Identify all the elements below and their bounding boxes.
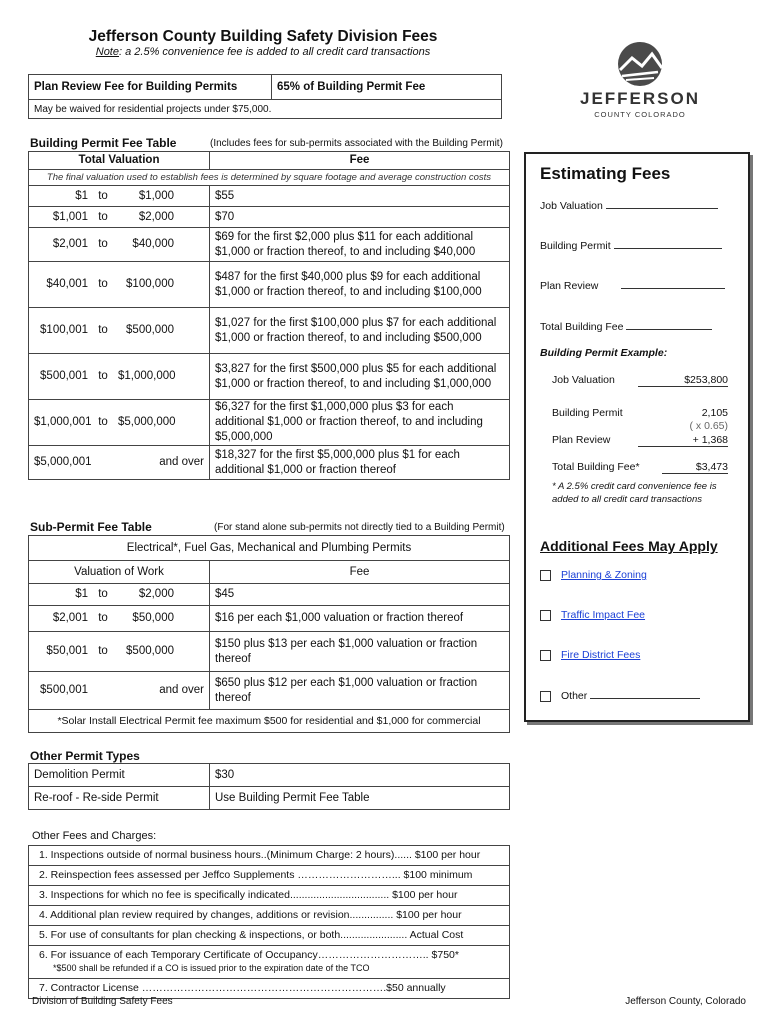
valuation-range: [29, 228, 210, 262]
job-valuation-line[interactable]: [606, 208, 718, 209]
table-row: [29, 400, 510, 446]
table-row: [29, 186, 510, 207]
range-upto: $100,000: [126, 278, 174, 290]
table-row: [29, 632, 510, 672]
table-row: [29, 584, 510, 606]
range-upto: and over: [159, 684, 204, 696]
building-permit-line[interactable]: [614, 248, 722, 249]
fee-item: 5. For use of consultants for plan checking & inspections, or both....................... Actual Cost: [29, 926, 510, 946]
ex-bp-label: Building Permit: [552, 407, 623, 419]
fee-item: 7. Contractor License …………………………………………………………….$50 annually: [29, 979, 510, 999]
range-upto: $5,000,000: [118, 416, 176, 428]
fee-cell: $55: [210, 186, 510, 207]
tco-refund-note: *$500 shall be refunded if a CO is issued prior to the expiration date of the TCO: [53, 963, 370, 973]
logo-sub: COUNTY COLORADO: [594, 110, 686, 119]
range-to: to: [98, 612, 108, 624]
other-fees-table: [28, 845, 510, 999]
other-fees-title: Other Fees and Charges:: [32, 830, 157, 842]
valuation-range: [29, 606, 210, 632]
sub-table-title: Sub-Permit Fee Table: [30, 520, 152, 534]
field-job-valuation[interactable]: [540, 200, 718, 212]
other-line[interactable]: [590, 698, 700, 699]
valuation-range: [29, 262, 210, 308]
range-upto: $2,000: [138, 210, 174, 223]
sub-col-valuation: Valuation of Work: [29, 561, 210, 584]
range-upto: $500,000: [126, 645, 174, 657]
ex-total-value: $3,473: [662, 461, 728, 474]
fee-cell: $487 for the first $40,000 plus $9 for each additional $1,000 or fraction thereof, to and including $100,000: [210, 262, 510, 308]
range-from: $50,001: [46, 645, 88, 657]
fee-cell: $45: [210, 584, 510, 606]
other-fee-item[interactable]: [540, 690, 700, 702]
sub-col-fee: Fee: [210, 561, 510, 584]
table-row: [29, 308, 510, 354]
total-fee-line[interactable]: [626, 329, 712, 330]
fee-cell: $3,827 for the first $500,000 plus $5 for each additional $1,000 or fraction thereof, to and including $1,000,000: [210, 354, 510, 400]
range-from: $1: [75, 189, 88, 202]
traffic-impact-item[interactable]: [540, 609, 645, 621]
ex-pr-label: Plan Review: [552, 434, 611, 446]
building-permit-label: Building Permit: [540, 240, 611, 252]
range-to: to: [98, 238, 108, 250]
plan-review-field-label: Plan Review: [540, 280, 599, 292]
reroof-permit-fee: Use Building Permit Fee Table: [210, 787, 510, 810]
table-row: [29, 606, 510, 632]
range-to: to: [98, 645, 108, 657]
valuation-range: [29, 584, 210, 606]
planning-zoning-checkbox[interactable]: [540, 570, 551, 581]
ex-job-value: $253,800: [638, 374, 728, 387]
fee-item-tco: [29, 946, 510, 979]
range-to: to: [98, 588, 108, 600]
range-from: $1,000,001: [34, 416, 92, 428]
footer-left: Division of Building Safety Fees: [32, 996, 173, 1007]
table-row: [29, 262, 510, 308]
ex-cc-note: * A 2.5% credit card convenience fee is added to all credit card transactions: [552, 481, 717, 505]
mountain-logo-icon: [570, 40, 710, 122]
fee-cell: $70: [210, 207, 510, 228]
field-plan-review[interactable]: [540, 280, 725, 292]
fee-cell: $1,027 for the first $100,000 plus $7 for each additional $1,000 or fraction thereof, to and including $500,000: [210, 308, 510, 354]
table-row: [29, 446, 510, 480]
valuation-range: [29, 207, 210, 228]
ex-total-label: Total Building Fee*: [552, 461, 640, 473]
sub-permit-fee-table: [28, 535, 510, 733]
fee-item: 4. Additional plan review required by changes, additions or revision............... $100 per hour: [29, 906, 510, 926]
fire-district-link[interactable]: Fire District Fees: [561, 649, 641, 661]
valuation-range: [29, 672, 210, 710]
valuation-range: [29, 632, 210, 672]
sub-table-heading: Electrical*, Fuel Gas, Mechanical and Plumbing Permits: [29, 536, 510, 561]
sub-table-subtitle: (For stand alone sub-permits not directly tied to a Building Permit): [214, 522, 505, 533]
range-to: to: [98, 370, 108, 382]
range-upto: $50,000: [132, 612, 174, 624]
fee-cell: $69 for the first $2,000 plus $11 for each additional $1,000 or fraction thereof, to and including $40,000: [210, 228, 510, 262]
other-label: Other: [561, 690, 588, 702]
fee-cell: $6,327 for the first $1,000,000 plus $3 for each additional $1,000 or fraction thereof, to and including $5,000,000: [210, 400, 510, 446]
credit-card-note: [88, 46, 438, 58]
traffic-impact-link[interactable]: Traffic Impact Fee: [561, 609, 646, 621]
fee-item: 1. Inspections outside of normal business hours..(Minimum Charge: 2 hours)...... $100 per hour: [29, 846, 510, 866]
table-row: [29, 672, 510, 710]
other-checkbox[interactable]: [540, 691, 551, 702]
valuation-range: [29, 446, 210, 480]
range-upto: and over: [159, 456, 204, 468]
permit-table-title: Building Permit Fee Table: [30, 136, 177, 150]
range-upto: $2,000: [138, 588, 174, 600]
table-row: [29, 228, 510, 262]
range-to: to: [98, 416, 108, 428]
fire-district-item[interactable]: [540, 649, 640, 661]
page-title: Jefferson County Building Safety Division Fees: [88, 28, 438, 45]
plan-review-label: Plan Review Fee for Building Permits: [29, 75, 272, 100]
job-valuation-label: Job Valuation: [540, 200, 603, 212]
note-label: Note: [95, 46, 119, 58]
range-to: to: [98, 278, 108, 290]
permit-table-info: The final valuation used to establish fees is determined by square footage and average construction costs: [29, 170, 510, 186]
reroof-permit-label: Re-roof - Re-side Permit: [29, 787, 210, 810]
permit-table-subtitle: (Includes fees for sub-permits associated with the Building Permit): [210, 138, 503, 149]
range-from: $500,001: [40, 684, 88, 696]
ex-job-label: Job Valuation: [552, 374, 615, 386]
total-fee-label: Total Building Fee: [540, 321, 624, 333]
fee-cell: $16 per each $1,000 valuation or fraction thereof: [210, 606, 510, 632]
fee-cell: $150 plus $13 per each $1,000 valuation or fraction thereof: [210, 632, 510, 672]
range-to: to: [98, 189, 108, 202]
range-from: $5,000,001: [34, 456, 92, 468]
range-from: $40,001: [46, 278, 88, 290]
field-total-building-fee[interactable]: [540, 321, 712, 333]
fee-cell: $18,327 for the first $5,000,000 plus $1 for each additional $1,000 or fraction thereof: [210, 446, 510, 480]
plan-review-value: 65% of Building Permit Fee: [272, 75, 502, 100]
plan-review-line[interactable]: [621, 288, 725, 289]
jefferson-county-logo: [570, 40, 710, 127]
example-title: Building Permit Example:: [540, 347, 668, 359]
range-upto: $500,000: [126, 324, 174, 336]
ex-multiplier: ( x 0.65): [689, 420, 728, 432]
ex-pr-value: + 1,368: [638, 434, 728, 447]
planning-zoning-item[interactable]: [540, 569, 647, 581]
range-upto: $1,000: [138, 189, 174, 202]
fire-district-checkbox[interactable]: [540, 650, 551, 661]
range-from: $2,001: [52, 238, 88, 250]
col-fee: Fee: [210, 152, 510, 170]
valuation-range: [29, 354, 210, 400]
other-permits-table: [28, 763, 510, 810]
building-permit-fee-table: [28, 151, 510, 480]
footer-right: Jefferson County, Colorado: [625, 996, 746, 1007]
table-row: [29, 207, 510, 228]
valuation-range: [29, 308, 210, 354]
fee-item: 3. Inspections for which no fee is specifically indicated.................................. $100 per hour: [29, 886, 510, 906]
range-upto: $40,000: [132, 238, 174, 250]
planning-zoning-link[interactable]: Planning & Zoning: [561, 569, 647, 581]
valuation-range: [29, 400, 210, 446]
demolition-permit-label: Demolition Permit: [29, 764, 210, 787]
sub-table-footnote: *Solar Install Electrical Permit fee maximum $500 for residential and $1,000 for commercial: [29, 710, 510, 733]
demolition-permit-fee: $30: [210, 764, 510, 787]
range-upto: $1,000,000: [118, 370, 176, 382]
field-building-permit[interactable]: [540, 240, 722, 252]
range-from: $2,001: [52, 612, 88, 624]
other-permits-title: Other Permit Types: [30, 749, 140, 763]
ex-bp-value: 2,105: [701, 407, 728, 419]
plan-review-waiver: May be waived for residential projects under $75,000.: [29, 100, 502, 119]
table-row: [29, 354, 510, 400]
tco-text: 6. For issuance of each Temporary Certificate of Occupancy………………………….. $750*: [39, 949, 459, 961]
traffic-impact-checkbox[interactable]: [540, 610, 551, 621]
range-from: $100,001: [40, 324, 88, 336]
range-from: $500,001: [40, 370, 88, 382]
range-to: to: [98, 324, 108, 336]
range-from: $1: [75, 588, 88, 600]
estimating-fees-box: [524, 152, 750, 722]
additional-fees-title: Additional Fees May Apply: [540, 538, 718, 554]
plan-review-table: [28, 74, 502, 119]
logo-name: JEFFERSON: [579, 89, 701, 108]
range-to: to: [98, 210, 108, 223]
valuation-range: [29, 186, 210, 207]
note-text: : a 2.5% convenience fee is added to all credit card transactions: [119, 46, 431, 58]
range-from: $1,001: [52, 210, 88, 223]
estimating-title: Estimating Fees: [540, 164, 671, 183]
fee-cell: $650 plus $12 per each $1,000 valuation or fraction thereof: [210, 672, 510, 710]
col-total-valuation: Total Valuation: [29, 152, 210, 170]
fee-item: 2. Reinspection fees assessed per Jeffco Supplements ………………………... $100 minimum: [29, 866, 510, 886]
